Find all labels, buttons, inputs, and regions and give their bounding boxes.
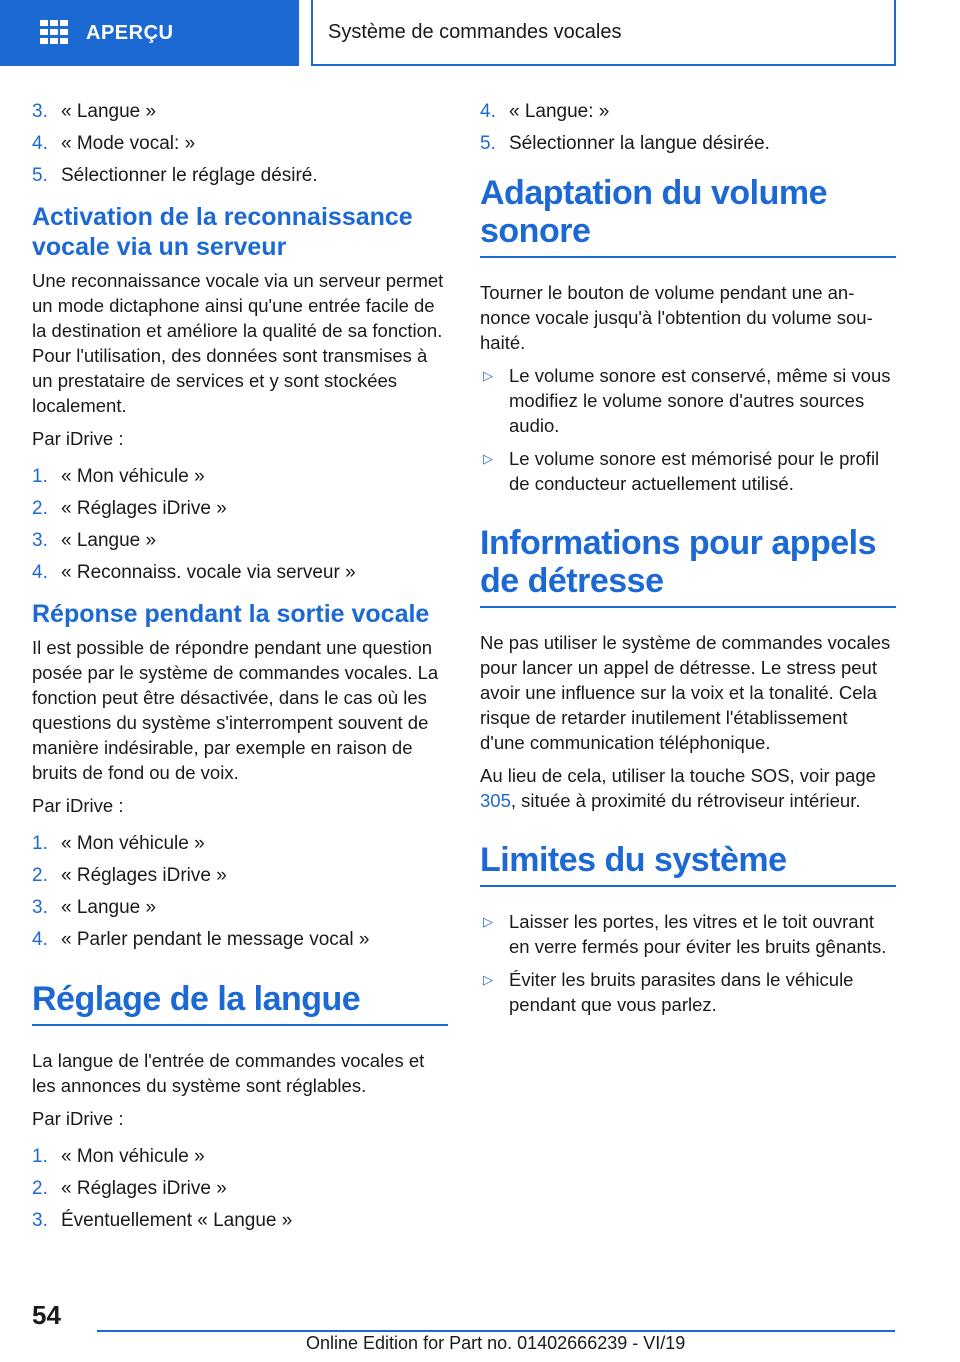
list-item: 4. « Mode vocal: » — [32, 133, 196, 154]
section-title: Système de commandes vocales — [311, 0, 896, 66]
paragraph-reply-during-voice: Il est possible de répondre pendant une question posée par le système de commandes vocales. La fonction peut être désactivée, dans le cas où les questions du système s'interrompent souvent de manière indésirable, par exemple en raison de bruits de fond ou de voix. — [32, 637, 439, 783]
paragraph-language-setting: La langue de l'entrée de commandes vocales et les annonces du système sont réglables. — [32, 1050, 425, 1096]
list-item: 2. « Réglages iDrive » — [32, 498, 227, 519]
left-column — [32, 100, 448, 1247]
list-item: 4. « Langue: » — [480, 101, 610, 122]
triangle-bullet-icon: ▷ — [483, 914, 493, 929]
heading-reply-during-voice: Réponse pendant la sortie vocale — [32, 600, 430, 628]
heading-emergency-calls: Informations pour appels de détresse — [480, 524, 896, 608]
idrive-label: Par iDrive : — [32, 1108, 124, 1129]
triangle-bullet-icon: ▷ — [483, 972, 493, 987]
list-item: 5. Sélectionner la langue désirée. — [480, 133, 770, 154]
list-item: 3. « Langue » — [32, 101, 157, 122]
idrive-label: Par iDrive : — [32, 795, 124, 816]
footer-edition: Online Edition for Part no. 01402666239 - VI/19 — [306, 1333, 686, 1353]
list-item: 3. Éventuellement « Langue » — [32, 1210, 293, 1231]
paragraph-sos: Au lieu de cela, utiliser la touche SOS, voir page 305, située à proximité du rétroviseur intérieur. — [480, 765, 876, 811]
heading-server-recognition: Activation de la reconnaissance vocale via un serveur — [32, 203, 413, 261]
list-item: 1. « Mon véhicule » — [32, 466, 205, 487]
triangle-bullet-icon: ▷ — [483, 451, 493, 466]
steps-language — [32, 1145, 448, 1233]
bullet-item: ▷ Le volume sonore est mémorisé pour le profil de conducteur actuellement utilisé. — [480, 446, 896, 496]
list-item: 2. « Réglages iDrive » — [32, 865, 227, 886]
steps-server — [32, 465, 448, 585]
steps-top-left — [32, 100, 448, 188]
idrive-label: Par iDrive : — [32, 428, 124, 449]
bullet-item: ▷ Laisser les portes, les vitres et le toit ouvrant en verre fermés pour éviter les bruits gênants. — [480, 909, 896, 959]
list-item: 4. « Parler pendant le message vocal » — [32, 929, 370, 950]
right-column — [480, 100, 896, 1025]
paragraph-emergency: Ne pas utiliser le système de commandes vocales pour lancer un appel de détresse. Le stress peut avoir une influence sur la voix et la tonalité. Cela risque de retarder inutilement l'établissement d'une communication téléphonique. — [480, 632, 891, 753]
paragraph-server-recognition: Une reconnaissance vocale via un serveur permet un mode dictaphone ainsi qu'une entrée facile de la destination et améliore la qualité de sa fonction. Pour l'utilisation, des données sont transmises à un prestataire de services et y sont stockées localement. — [32, 270, 444, 416]
grid-icon — [40, 20, 68, 46]
footer-divider — [97, 1330, 895, 1332]
page-link[interactable]: 305 — [480, 790, 511, 811]
overview-tab[interactable] — [0, 0, 299, 66]
bullet-item: ▷ Le volume sonore est conservé, même si vous modifiez le volume sonore d'autres sources audio. — [480, 363, 896, 438]
list-item: 1. « Mon véhicule » — [32, 833, 205, 854]
triangle-bullet-icon: ▷ — [483, 368, 493, 383]
steps-reply — [32, 832, 448, 952]
paragraph-volume: Tourner le bouton de volume pendant une annonce vocale jusqu'à l'obtention du volume souhaité. — [480, 282, 873, 353]
list-item: 1. « Mon véhicule » — [32, 1146, 205, 1167]
heading-language-setting: Réglage de la langue — [32, 980, 448, 1026]
overview-label: APERÇU — [86, 21, 174, 44]
heading-system-limits: Limites du système — [480, 841, 896, 887]
list-item: 5. Sélectionner le réglage désiré. — [32, 165, 318, 186]
list-item: 3. « Langue » — [32, 897, 157, 918]
list-item: 3. « Langue » — [32, 530, 157, 551]
list-item: 4. « Reconnaiss. vocale via serveur » — [32, 562, 356, 583]
page-number: 54 — [32, 1300, 61, 1330]
steps-top-right — [480, 100, 896, 156]
list-item: 2. « Réglages iDrive » — [32, 1178, 227, 1199]
heading-volume: Adaptation du volume sonore — [480, 174, 896, 258]
bullet-item: ▷ Éviter les bruits parasites dans le véhicule pendant que vous parlez. — [480, 967, 896, 1017]
page-header — [0, 0, 960, 66]
